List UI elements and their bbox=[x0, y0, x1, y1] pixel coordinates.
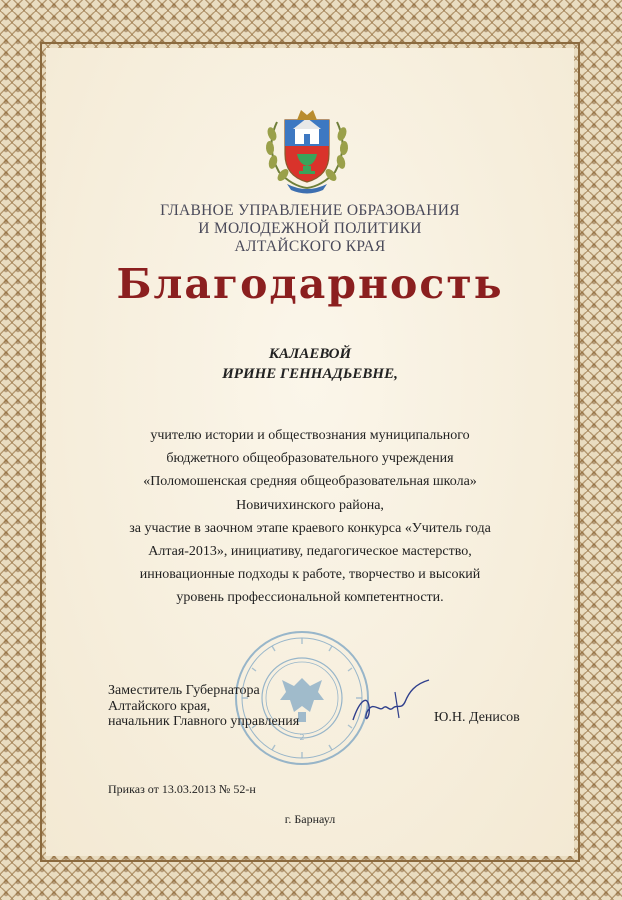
body-line: бюджетного общеобразовательного учреждения bbox=[166, 451, 454, 467]
signatory-position bbox=[108, 683, 358, 730]
recipient-given-name: ИРИНЕ ГЕННАДЬЕВНЕ, bbox=[222, 366, 398, 382]
organization-line: АЛТАЙСКОГО КРАЯ bbox=[234, 238, 386, 255]
order-reference: Приказ от 13.03.2013 № 52-н bbox=[108, 782, 256, 796]
body-line: за участие в заочном этапе краевого конкурса «Учитель года bbox=[129, 520, 491, 536]
certificate-title: Благодарность bbox=[116, 260, 504, 308]
body-line: Новичихинского района, bbox=[236, 497, 384, 513]
body-line: учителю истории и обществознания муниципального bbox=[150, 428, 470, 443]
certificate-body bbox=[90, 424, 530, 610]
coat-of-arms-icon bbox=[257, 102, 357, 194]
organization-line: ГЛАВНОЕ УПРАВЛЕНИЕ ОБРАЗОВАНИЯ bbox=[160, 202, 460, 219]
organization-line: И МОЛОДЕЖНОЙ ПОЛИТИКИ bbox=[198, 220, 422, 237]
signatory-name: Ю.Н. Денисов bbox=[434, 710, 520, 725]
organization-name bbox=[100, 202, 520, 256]
city-name: г. Барнаул bbox=[284, 812, 336, 826]
signatory-position-line: Алтайского края, bbox=[108, 698, 211, 714]
body-line: инновационные подходы к работе, творчество и высокий bbox=[139, 567, 481, 583]
signatory-position-line: начальник Главного управления bbox=[108, 714, 300, 729]
recipient-name bbox=[150, 344, 470, 384]
recipient-surname: КАЛАЕВОЙ bbox=[268, 346, 352, 362]
body-line: уровень профессиональной компетентности. bbox=[176, 590, 444, 606]
signatory-position-line: Заместитель Губернатора bbox=[108, 683, 260, 698]
handwritten-signature-icon bbox=[345, 672, 435, 732]
body-line: «Поломошенская средняя общеобразовательная школа» bbox=[143, 474, 477, 490]
body-line: Алтая-2013», инициативу, педагогическое мастерство, bbox=[148, 544, 472, 560]
svg-text:2: 2 bbox=[299, 733, 305, 742]
